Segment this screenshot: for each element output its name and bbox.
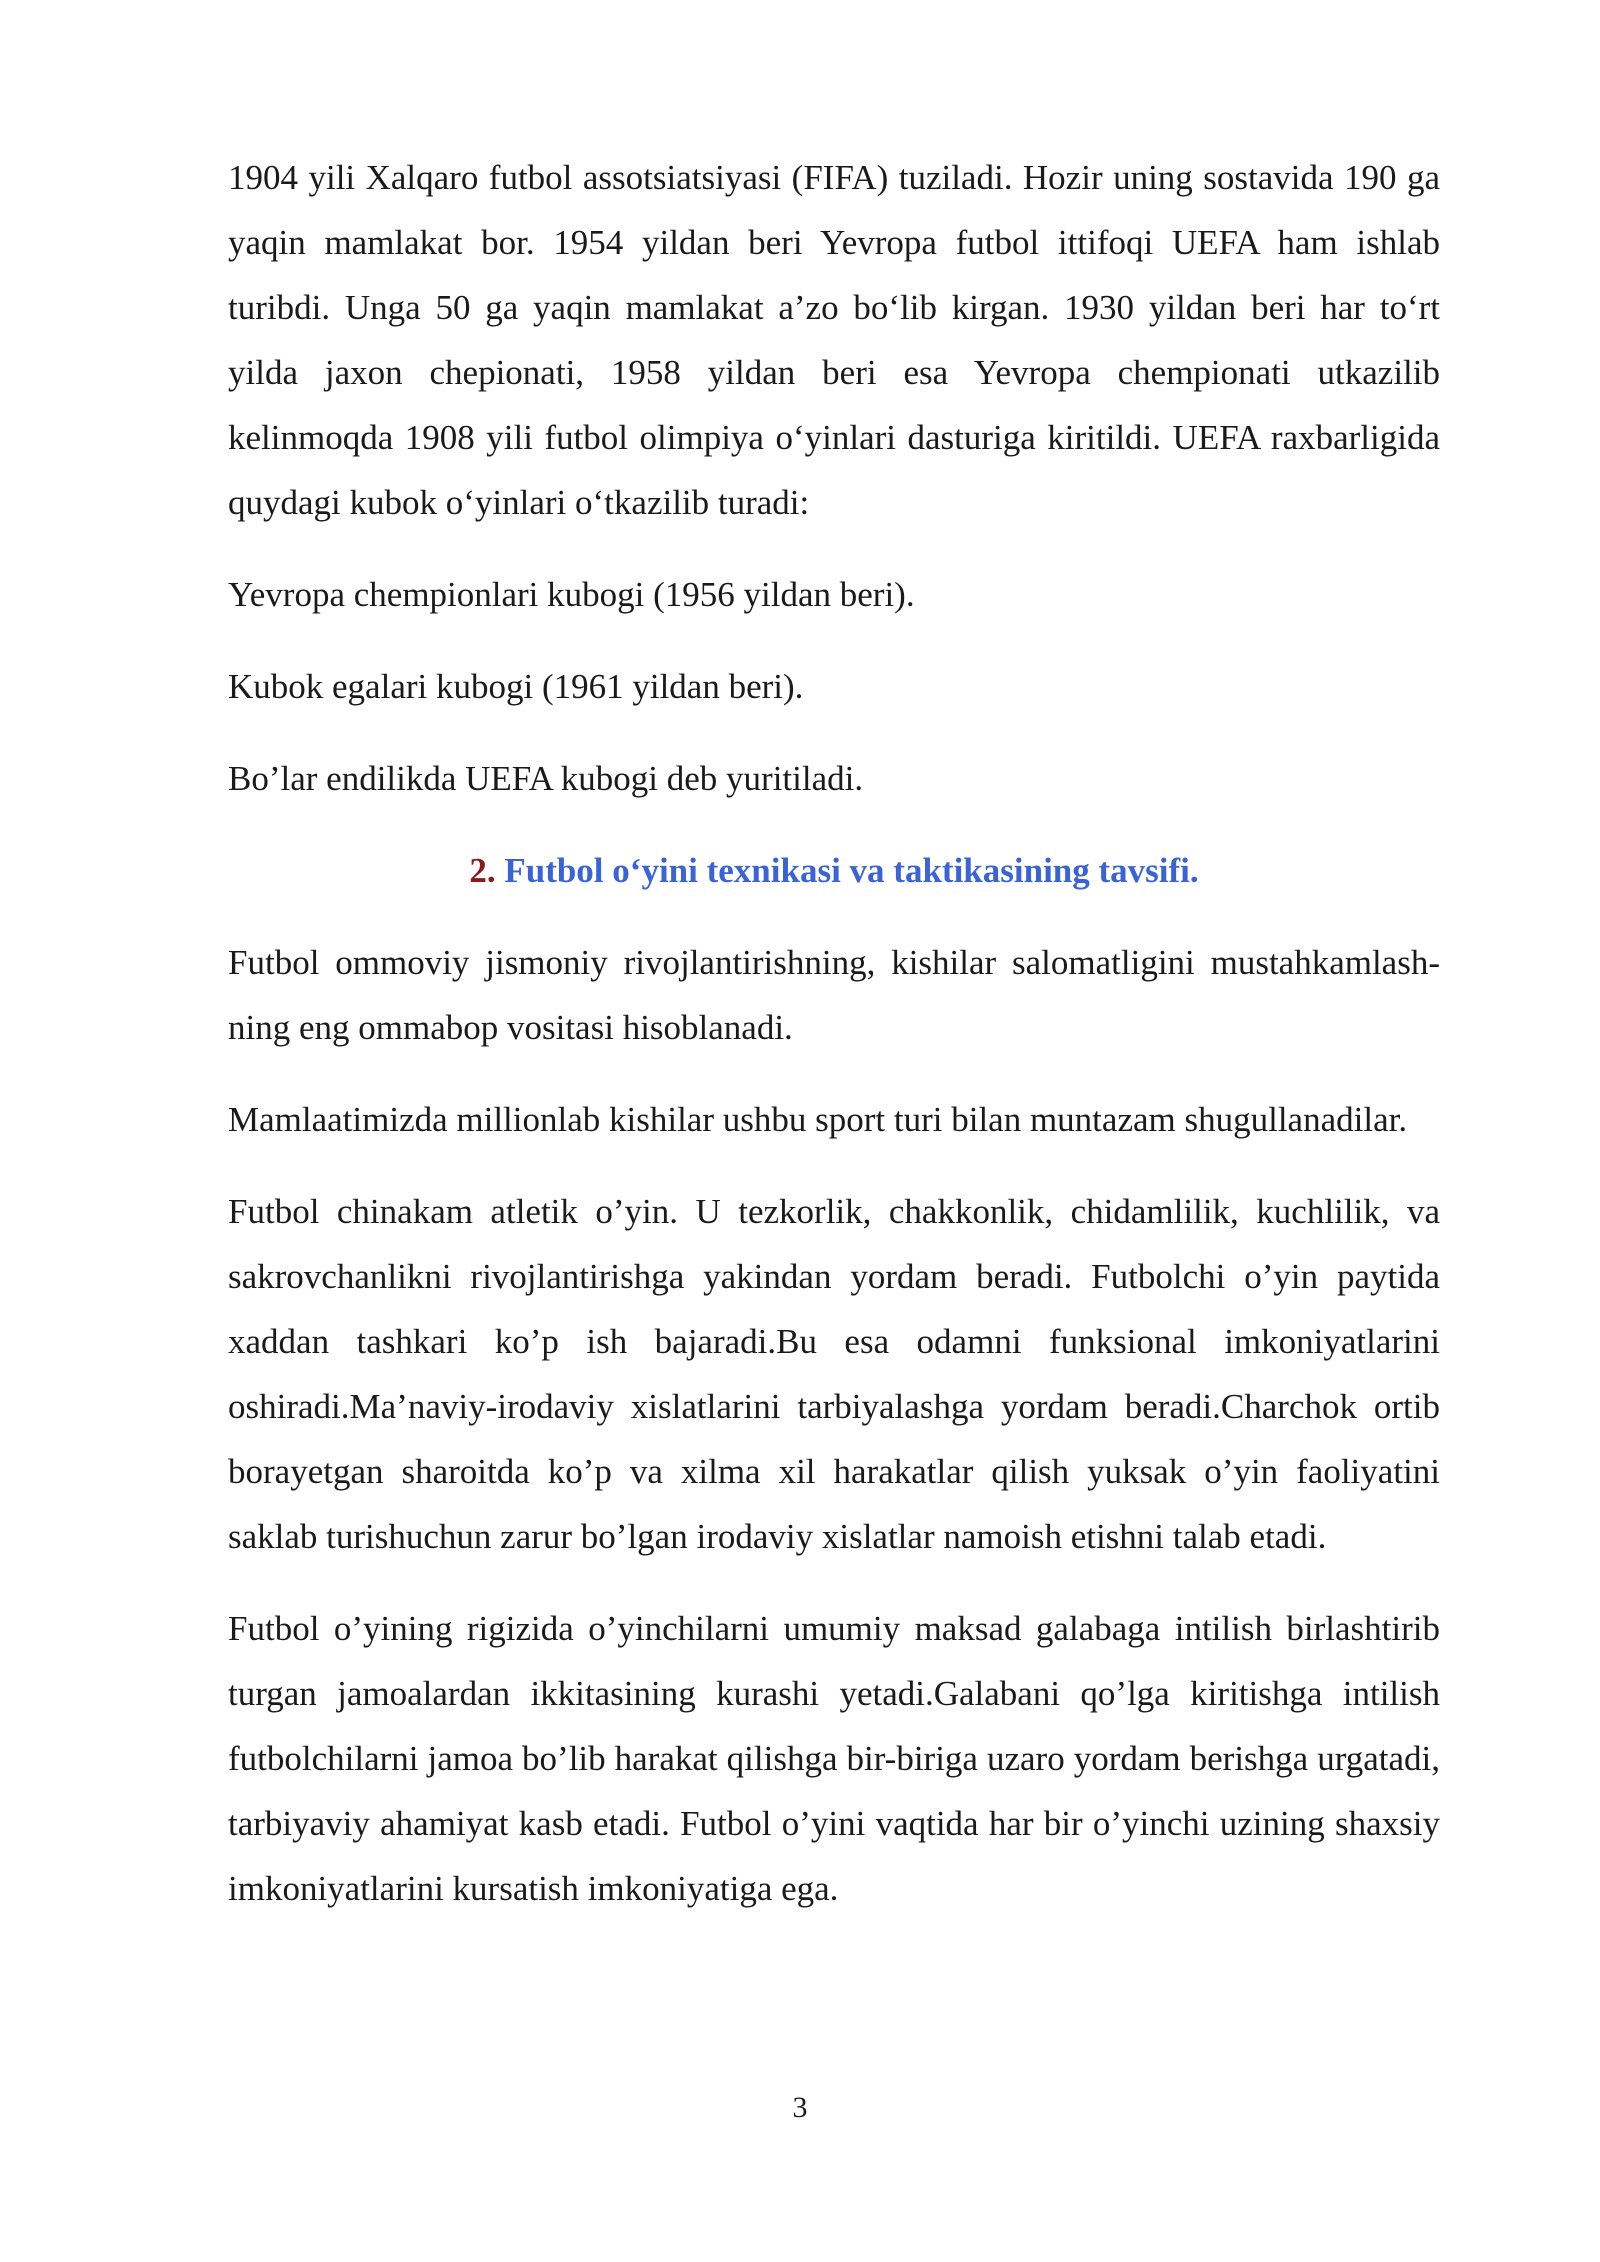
paragraph-cup-winners-cup: Kubok egalari kubogi (1961 yildan beri). — [228, 667, 804, 706]
page-number: 3 — [792, 2091, 808, 2124]
paragraph-champions-cup: Yevropa chempionlari kubogi (1956 yildan beri). — [228, 575, 915, 614]
section-heading — [228, 838, 1440, 903]
paragraph-football-development: Futbol ommoviy jismoniy rivojlantirishning, kishilar salomatligini mustahkamlash-ning eng ommabop vositasi hisoblanadi. — [228, 943, 1440, 1047]
paragraph-uefa-cup: Bo’lar endilikda UEFA kubogi deb yuritiladi. — [228, 759, 864, 798]
paragraph-athletic-game: Futbol chinakam atletik o’yin. U tezkorlik, chakkonlik, chidamlilik, kuchlilik, va sakrovchanlikni rivojlantirishga yakindan yordam beradi. Futbolchi o’yin paytida xaddan tashkari ko’p ish bajaradi.Bu esa odamni funksional imkoniyatlarini oshiradi.Ma’naviy-irodaviy xislatlarini tarbiyalashga yordam beradi.Charchok ortib borayetgan sharoitda ko’p va xilma xil harakatlar qilish yuksak o’yin faoliyatini saklab turishuchun zarur bo’lgan irodaviy xislatlar namoish etishni talab etadi. — [228, 1192, 1440, 1556]
paragraph-millions-players: Mamlaatimizda millionlab kishilar ushbu sport turi bilan muntazam shugullanadilar. — [228, 1100, 1408, 1139]
document-page — [228, 145, 1440, 1948]
paragraph-team-struggle: Futbol o’yining rigizida o’yinchilarni umumiy maksad galabaga intilish birlashtirib turgan jamoalardan ikkitasining kurashi yetadi.Galabani qo’lga kiritishga intilish futbolchilarni jamoa bo’lib harakat qilishga bir-biriga uzaro yordam berishga urgatadi, tarbiyaviy ahamiyat kasb etadi. Futbol o’yini vaqtida har bir o’yinchi uzining shaxsiy imkoniyatlarini kursatish imkoniyatiga ega. — [228, 1609, 1440, 1908]
section-number: 2. — [469, 851, 496, 890]
section-title: Futbol o‘yini texnikasi va taktikasining tavsifi. — [504, 851, 1199, 890]
paragraph-fifa-history: 1904 yili Xalqaro futbol assotsiatsiyasi (FIFA) tuziladi. Hozir uning sostavida 190 ga yaqin mamlakat bor. 1954 yildan beri Yevropa futbol ittifoqi UEFA ham ishlab turibdi. Unga 50 ga yaqin mamlakat a’zo bo‘lib kirgan. 1930 yildan beri har to‘rt yilda jaxon chepionati, 1958 yildan beri esa Yevropa chempionati utkazilib kelinmoqda 1908 yili futbol olimpiya o‘yinlari dasturiga kiritildi. UEFA raxbarligida quydagi kubok o‘yinlari o‘tkazilib turadi: — [228, 158, 1440, 522]
